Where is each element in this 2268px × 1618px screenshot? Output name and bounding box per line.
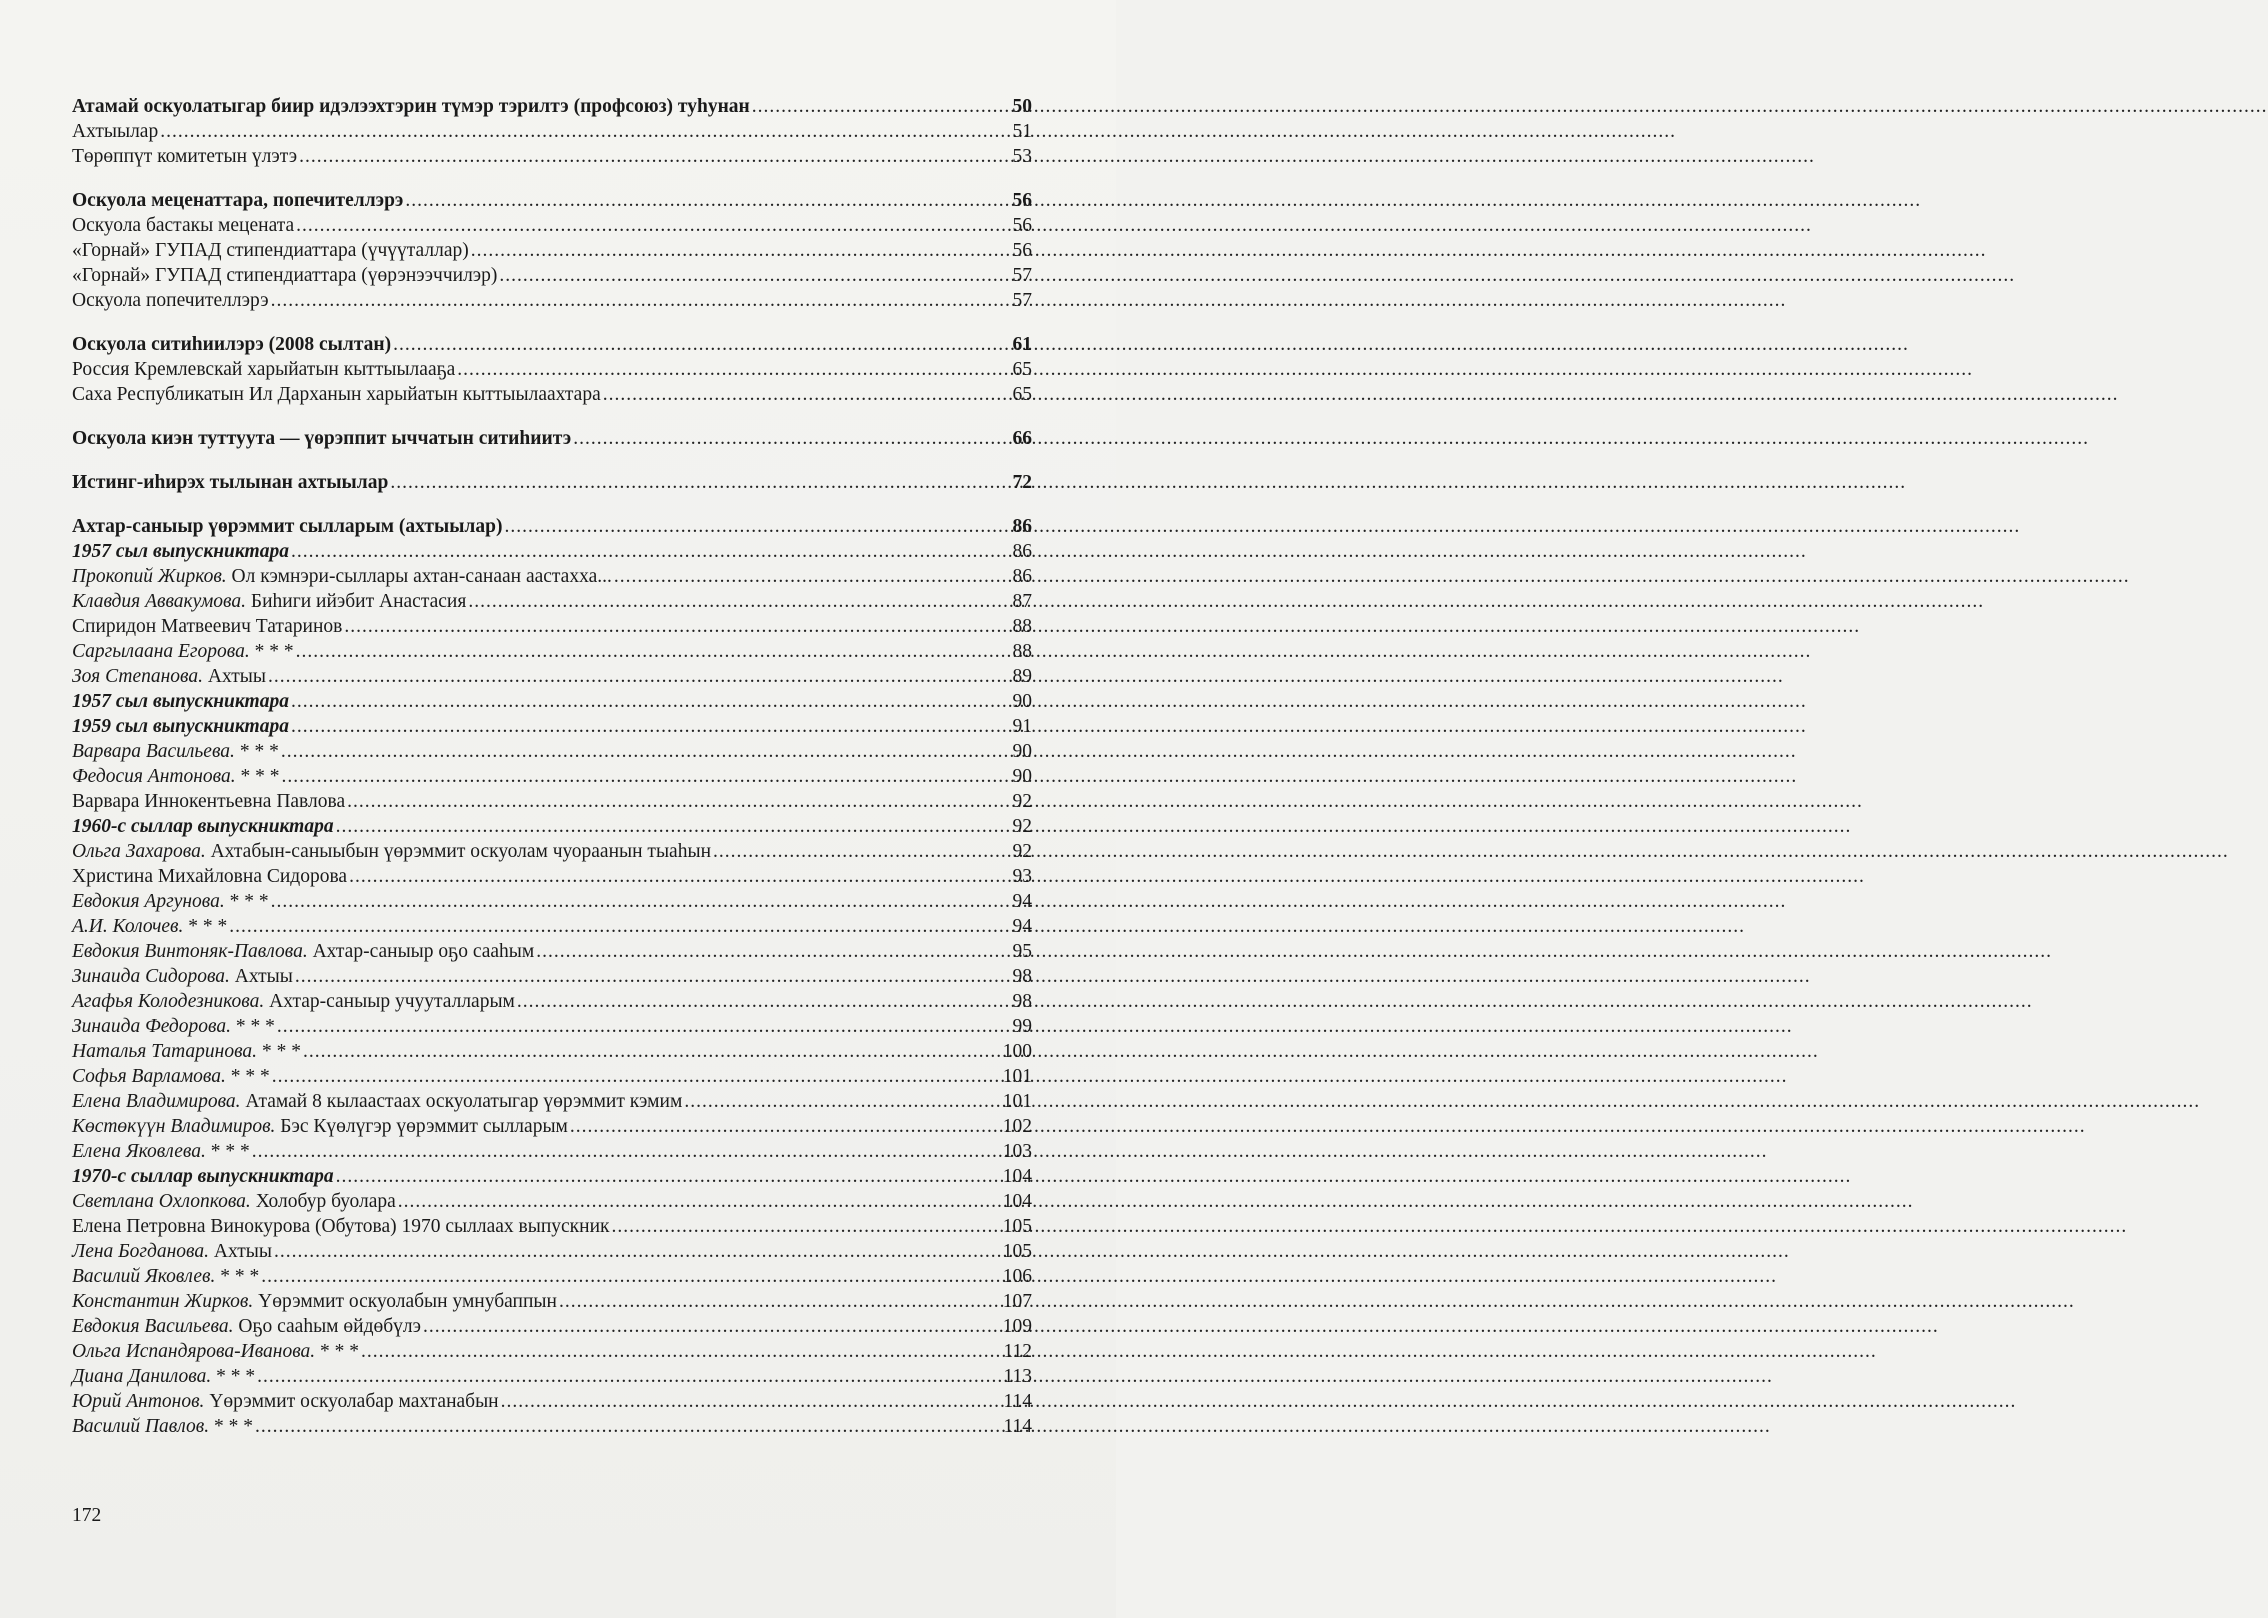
toc-page-number: 102 — [1002, 1116, 1032, 1137]
toc-entry — [72, 1289, 1032, 1314]
toc-page-number: 113 — [1003, 1366, 1032, 1387]
dot-leader — [261, 1264, 1001, 1289]
page-number: 172 — [72, 1505, 102, 1526]
toc-entry — [72, 964, 1032, 989]
dot-leader — [296, 639, 1008, 664]
toc-entry-title — [72, 589, 466, 614]
toc-entry-title — [72, 814, 334, 839]
toc-entry-author: Елена Яковлева. — [72, 1141, 206, 1162]
toc-page-number: 106 — [1002, 1266, 1032, 1287]
toc-entry-title — [72, 664, 266, 689]
dot-leader — [257, 1364, 1001, 1389]
toc-entry-text: Спиридон Матвеевич Татаринов — [72, 616, 343, 637]
toc-page-number: 57 — [1012, 265, 1032, 286]
toc-entry — [72, 1064, 1032, 1089]
toc-entry — [72, 639, 1032, 664]
toc-entry-title — [72, 1189, 396, 1214]
toc-entry — [72, 864, 1032, 889]
dot-leader — [336, 1164, 1001, 1189]
toc-page-number: 90 — [1012, 691, 1032, 712]
toc-entry-text: Ол кэмнэри-сыллары ахтан-санаан аастахха... — [231, 566, 612, 587]
toc-entry-title — [72, 94, 750, 119]
dot-leader — [499, 263, 1008, 288]
toc-entry-author: Федосия Антонова. — [72, 766, 236, 787]
dot-leader — [252, 1139, 1001, 1164]
toc-entry-author: Зоя Степанова. — [72, 666, 203, 687]
toc-section — [72, 514, 1032, 1439]
dot-leader — [393, 332, 1008, 357]
toc-entry-title — [72, 939, 534, 964]
toc-entry — [72, 1014, 1032, 1039]
toc-page-number: 95 — [1012, 941, 1032, 962]
toc-entry-text: 1960-с сыллар выпускниктара — [72, 816, 334, 837]
toc-entry — [72, 739, 1032, 764]
toc-entry-title — [72, 213, 294, 238]
toc-entry-author: Василий Павлов. — [72, 1416, 210, 1437]
toc-entry-title — [72, 1014, 275, 1039]
toc-group-heading — [72, 814, 1032, 839]
toc-entry-title — [72, 1289, 557, 1314]
dot-leader — [274, 1239, 1001, 1264]
dot-leader — [603, 382, 1008, 407]
toc-entry-text: * * * — [239, 741, 279, 762]
toc-entry-title — [72, 426, 571, 451]
toc-section-heading — [72, 426, 1032, 451]
toc-entry-title — [72, 263, 497, 288]
toc-entry-title — [72, 614, 342, 639]
toc-page-number: 98 — [1012, 991, 1032, 1012]
toc-page-number: 92 — [1012, 816, 1032, 837]
toc-entry — [72, 589, 1032, 614]
toc-entry-title — [72, 357, 455, 382]
toc-entry-title — [72, 238, 469, 263]
dot-leader — [349, 864, 1008, 889]
toc-entry-title — [72, 639, 294, 664]
toc-page-number: 94 — [1012, 891, 1032, 912]
toc-entry-title — [72, 889, 269, 914]
toc-entry-title — [72, 470, 388, 495]
toc-entry — [72, 1314, 1032, 1339]
toc-entry-text: Үөрэммит оскуолабар махтанабын — [209, 1391, 499, 1412]
toc-section — [72, 470, 1032, 495]
toc-entry — [72, 839, 1032, 864]
toc-entry — [72, 789, 1032, 814]
toc-entry-title — [72, 1164, 334, 1189]
toc-entry-author: Көстөкүүн Владимиров. — [72, 1116, 276, 1137]
toc-entry — [72, 382, 1032, 407]
toc-entry-text: * * * — [320, 1341, 360, 1362]
dot-leader — [347, 789, 1008, 814]
toc-page-number: 109 — [1002, 1316, 1032, 1337]
table-of-contents — [72, 94, 1032, 1458]
dot-leader — [405, 188, 1008, 213]
toc-entry-title — [72, 1214, 609, 1239]
toc-entry-title — [72, 1089, 682, 1114]
toc-entry-author: А.И. Колочев. — [72, 916, 184, 937]
toc-section-heading — [72, 514, 1032, 539]
toc-entry-author: Евдокия Аргунова. — [72, 891, 225, 912]
toc-entry-author: Прокопий Жирков. — [72, 566, 227, 587]
toc-entry-text: Атамай оскуолатыгар биир идэлээхтэрин түмэр тэрилтэ (профсоюз) туһунан — [72, 96, 750, 117]
toc-entry-author: Ольга Захарова. — [72, 841, 206, 862]
toc-page-number: 56 — [1012, 240, 1032, 261]
toc-entry-text: Ахтар-саныыр учууталларым — [269, 991, 515, 1012]
toc-entry-author: Евдокия Васильева. — [72, 1316, 234, 1337]
toc-page-number: 86 — [1012, 566, 1032, 587]
toc-entry-text: Истинг-иһирэх тылынан ахтыылар — [72, 472, 389, 493]
toc-entry — [72, 914, 1032, 939]
toc-entry-title — [72, 539, 289, 564]
dot-leader — [160, 119, 1008, 144]
toc-entry-text: * * * — [254, 641, 294, 662]
toc-page-number: 88 — [1012, 641, 1032, 662]
toc-entry-title — [72, 989, 515, 1014]
toc-entry-author: Софья Варламова. — [72, 1066, 226, 1087]
dot-leader — [501, 1389, 1002, 1414]
toc-page-number: 72 — [1012, 472, 1032, 493]
toc-entry-title — [72, 1064, 270, 1089]
dot-leader — [303, 1039, 1001, 1064]
dot-leader — [713, 839, 1008, 864]
toc-page-number: 87 — [1012, 591, 1032, 612]
dot-leader — [229, 914, 1008, 939]
dot-leader — [611, 1214, 1000, 1239]
toc-entry — [72, 357, 1032, 382]
toc-entry — [72, 263, 1032, 288]
toc-entry-title — [72, 739, 279, 764]
dot-leader — [468, 589, 1008, 614]
toc-page-number: 57 — [1012, 290, 1032, 311]
toc-entry-text: Төрөппүт комитетын үлэтэ — [72, 146, 298, 167]
toc-page-number: 65 — [1012, 359, 1032, 380]
toc-entry — [72, 1039, 1032, 1064]
toc-page-number: 107 — [1002, 1291, 1032, 1312]
toc-page-number: 100 — [1002, 1041, 1032, 1062]
toc-entry-author: Зинаида Сидорова. — [72, 966, 230, 987]
dot-leader — [336, 814, 1008, 839]
toc-entry-text: «Горнай» ГУПАД стипендиаттара (үөрэнээччилэр) — [72, 265, 498, 286]
toc-entry-title — [72, 119, 158, 144]
toc-entry-title — [72, 914, 227, 939]
toc-group-heading — [72, 539, 1032, 564]
toc-entry-author: Ольга Испандярова-Иванова. — [72, 1341, 316, 1362]
toc-entry-text: 1957 сыл выпускниктара — [72, 691, 289, 712]
toc-entry-title — [72, 1264, 259, 1289]
dot-leader — [752, 94, 1008, 119]
toc-page-number: 101 — [1002, 1066, 1032, 1087]
toc-page-number: 114 — [1003, 1416, 1032, 1437]
toc-entry-text: Оскуола меценаттара, попечителлэрэ — [72, 190, 404, 211]
dot-leader — [398, 1189, 1001, 1214]
toc-entry-title — [72, 188, 403, 213]
toc-entry — [72, 1339, 1032, 1364]
toc-page-number: 99 — [1012, 1016, 1032, 1037]
toc-entry-title — [72, 332, 391, 357]
toc-page-number: 103 — [1002, 1141, 1032, 1162]
toc-entry-text: Ахтабын-саныыбын үөрэммит оскуолам чуораанын тыаһын — [210, 841, 711, 862]
toc-page-number: 56 — [1012, 190, 1032, 211]
toc-entry-text: * * * — [220, 1266, 260, 1287]
toc-page-number: 65 — [1012, 384, 1032, 405]
toc-page-number: 61 — [1012, 334, 1032, 355]
toc-page-number: 66 — [1012, 428, 1032, 449]
toc-entry-title — [72, 1239, 272, 1264]
toc-entry-text: Оскуола киэн туттуута — үөрэппит ыччатын ситиһиитэ — [72, 428, 572, 449]
toc-page-number: 92 — [1012, 841, 1032, 862]
dot-leader — [281, 739, 1008, 764]
dot-leader — [296, 213, 1008, 238]
dot-leader — [271, 889, 1008, 914]
toc-page-number: 94 — [1012, 916, 1032, 937]
toc-page-number: 104 — [1002, 1166, 1032, 1187]
toc-entry-author: Клавдия Аввакумова. — [72, 591, 246, 612]
toc-section-heading — [72, 470, 1032, 495]
toc-page-number: 105 — [1002, 1241, 1032, 1262]
toc-entry-author: Наталья Татаринова. — [72, 1041, 258, 1062]
toc-entry — [72, 939, 1032, 964]
toc-entry-title — [72, 1364, 255, 1389]
toc-entry — [72, 1089, 1032, 1114]
toc-entry — [72, 764, 1032, 789]
dot-leader — [457, 357, 1008, 382]
toc-entry-title — [72, 689, 289, 714]
toc-entry-text: Ахтыы — [234, 966, 293, 987]
toc-entry-author: Юрий Антонов. — [72, 1391, 205, 1412]
toc-entry-title — [72, 714, 289, 739]
toc-page-number: 89 — [1012, 666, 1032, 687]
toc-group-heading — [72, 1164, 1032, 1189]
toc-entry-title — [72, 288, 269, 313]
toc-section — [72, 426, 1032, 451]
dot-leader — [361, 1339, 1001, 1364]
toc-entry — [72, 1389, 1032, 1414]
toc-group-heading — [72, 689, 1032, 714]
toc-entry — [72, 1264, 1032, 1289]
toc-entry-text: * * * — [229, 891, 269, 912]
toc-entry — [72, 1139, 1032, 1164]
toc-entry — [72, 119, 1032, 144]
toc-entry-author: Константин Жирков. — [72, 1291, 254, 1312]
toc-entry-title — [72, 1114, 568, 1139]
toc-entry-title — [72, 864, 347, 889]
toc-entry — [72, 238, 1032, 263]
toc-entry — [72, 288, 1032, 313]
toc-entry — [72, 1214, 1032, 1239]
toc-entry-text: 1970-с сыллар выпускниктара — [72, 1166, 334, 1187]
toc-entry-author: Диана Данилова. — [72, 1366, 212, 1387]
toc-page-number: 105 — [1002, 1216, 1032, 1237]
toc-entry-text: Оскуола бастакы мецената — [72, 215, 295, 236]
toc-entry-text: Атамай 8 кылаастаах оскуолатыгар үөрэммит кэмим — [245, 1091, 683, 1112]
toc-page-number: 90 — [1012, 766, 1032, 787]
toc-entry — [72, 1364, 1032, 1389]
toc-entry-title — [72, 1314, 421, 1339]
toc-entry — [72, 1189, 1032, 1214]
toc-entry-title — [72, 382, 601, 407]
toc-entry-text: Холобур буолара — [255, 1191, 396, 1212]
toc-page-number: 112 — [1003, 1341, 1032, 1362]
dot-leader — [295, 964, 1008, 989]
toc-entry-text: * * * — [240, 766, 280, 787]
dot-leader — [559, 1289, 1001, 1314]
toc-page-number: 88 — [1012, 616, 1032, 637]
toc-page-number: 86 — [1012, 516, 1032, 537]
dot-leader — [291, 689, 1008, 714]
toc-entry-text: Саха Республикатын Ил Дарханын харыйатын кыттыылаахтара — [72, 384, 601, 405]
document-page — [0, 0, 1116, 1618]
toc-page-number: 86 — [1012, 541, 1032, 562]
toc-page-number: 114 — [1003, 1391, 1032, 1412]
dot-leader — [471, 238, 1008, 263]
toc-entry-title — [72, 1389, 499, 1414]
toc-page-number: 93 — [1012, 866, 1032, 887]
toc-page-number: 91 — [1012, 716, 1032, 737]
toc-entry-text: Ахтыы — [207, 666, 266, 687]
toc-entry-title — [72, 1039, 301, 1064]
toc-group-heading — [72, 714, 1032, 739]
toc-entry-text: Ахтар-саныыр үөрэммит сылларым (ахтыылар) — [72, 516, 503, 537]
dot-leader — [255, 1414, 1002, 1439]
toc-page-number: 53 — [1012, 146, 1032, 167]
toc-page-number: 56 — [1012, 215, 1032, 236]
dot-leader — [423, 1314, 1001, 1339]
toc-entry-author: Елена Владимирова. — [72, 1091, 241, 1112]
toc-entry — [72, 664, 1032, 689]
toc-entry-text: Биһиги ийэбит Анастасия — [250, 591, 467, 612]
toc-entry — [72, 614, 1032, 639]
toc-page-number: 51 — [1012, 121, 1032, 142]
toc-entry-author: Зинаида Федорова. — [72, 1016, 231, 1037]
toc-entry-text: Христина Михайловна Сидорова — [72, 866, 348, 887]
dot-leader — [272, 1064, 1001, 1089]
toc-entry — [72, 1114, 1032, 1139]
dot-leader — [291, 714, 1008, 739]
toc-entry-author: Светлана Охлопкова. — [72, 1191, 251, 1212]
toc-entry-title — [72, 514, 502, 539]
toc-entry-title — [72, 839, 711, 864]
toc-entry-author: Агафья Колодезникова. — [72, 991, 265, 1012]
toc-entry-text: Оскуола попечителлэрэ — [72, 290, 269, 311]
toc-entry — [72, 144, 1032, 169]
toc-section-heading — [72, 94, 1032, 119]
dot-leader — [271, 288, 1008, 313]
dot-leader — [291, 539, 1008, 564]
toc-entry-text: * * * — [216, 1366, 256, 1387]
dot-leader — [277, 1014, 1008, 1039]
toc-entry-title — [72, 764, 279, 789]
toc-entry-title — [72, 964, 293, 989]
toc-entry-text: 1957 сыл выпускниктара — [72, 541, 289, 562]
toc-section — [72, 332, 1032, 407]
toc-entry-text: * * * — [230, 1066, 270, 1087]
toc-entry-title — [72, 564, 612, 589]
toc-entry-text: Бэс Күөлүгэр үөрэммит сылларым — [280, 1116, 568, 1137]
toc-entry — [72, 213, 1032, 238]
toc-page-number: 90 — [1012, 741, 1032, 762]
toc-entry-text: * * * — [210, 1141, 250, 1162]
toc-page-number: 101 — [1002, 1091, 1032, 1112]
toc-entry-text: Елена Петровна Винокурова (Обутова) 1970 сыллаах выпускник — [72, 1216, 610, 1237]
dot-leader — [390, 470, 1008, 495]
toc-entry-author: Варвара Васильева. — [72, 741, 235, 762]
toc-entry-text: Ахтыы — [213, 1241, 272, 1262]
toc-entry-text: * * * — [235, 1016, 275, 1037]
toc-entry-title — [72, 1339, 359, 1364]
toc-entry — [72, 989, 1032, 1014]
toc-page-number: 104 — [1002, 1191, 1032, 1212]
toc-entry-text: Россия Кремлевскай харыйатын кыттыылааҕа — [72, 359, 456, 380]
toc-entry-text: Ахтыылар — [72, 121, 159, 142]
toc-entry-text: Үөрэммит оскуолабын умнубаппын — [258, 1291, 557, 1312]
toc-entry-title — [72, 144, 297, 169]
toc-entry-title — [72, 789, 345, 814]
toc-entry-text: * * * — [213, 1416, 253, 1437]
dot-leader — [299, 144, 1008, 169]
toc-entry — [72, 564, 1032, 589]
dot-leader — [344, 614, 1008, 639]
toc-entry-title — [72, 1139, 250, 1164]
toc-entry-text: Оҕо сааһым өйдөбүлэ — [238, 1316, 422, 1337]
toc-section — [72, 188, 1032, 313]
dot-leader — [504, 514, 1008, 539]
toc-section-heading — [72, 332, 1032, 357]
dot-leader — [268, 664, 1008, 689]
toc-page-number: 50 — [1012, 96, 1032, 117]
toc-entry-author: Лена Богданова. — [72, 1241, 210, 1262]
toc-entry — [72, 1414, 1032, 1439]
dot-leader — [517, 989, 1008, 1014]
toc-page-number: 92 — [1012, 791, 1032, 812]
toc-entry-text: 1959 сыл выпускниктара — [72, 716, 289, 737]
toc-page-number: 98 — [1012, 966, 1032, 987]
toc-section — [72, 94, 1032, 169]
toc-entry-text: Варвара Иннокентьевна Павлова — [72, 791, 346, 812]
dot-leader — [281, 764, 1008, 789]
toc-entry-author: Евдокия Винтоняк-Павлова. — [72, 941, 308, 962]
toc-entry-text: «Горнай» ГУПАД стипендиаттара (үчүүталлар) — [72, 240, 469, 261]
toc-entry-text: * * * — [188, 916, 228, 937]
dot-leader — [614, 564, 1008, 589]
toc-entry-author: Саргылаана Егорова. — [72, 641, 250, 662]
dot-leader — [536, 939, 1008, 964]
dot-leader — [684, 1089, 1000, 1114]
toc-entry — [72, 1239, 1032, 1264]
toc-entry-title — [72, 1414, 253, 1439]
toc-section-heading — [72, 188, 1032, 213]
toc-entry — [72, 889, 1032, 914]
toc-entry-author: Василий Яковлев. — [72, 1266, 216, 1287]
toc-entry-text: Оскуола ситиһиилэрэ (2008 сылтан) — [72, 334, 392, 355]
toc-entry-text: Ахтар-саныыр оҕо сааһым — [312, 941, 535, 962]
dot-leader — [570, 1114, 1001, 1139]
dot-leader — [573, 426, 1008, 451]
toc-entry-text: * * * — [261, 1041, 301, 1062]
